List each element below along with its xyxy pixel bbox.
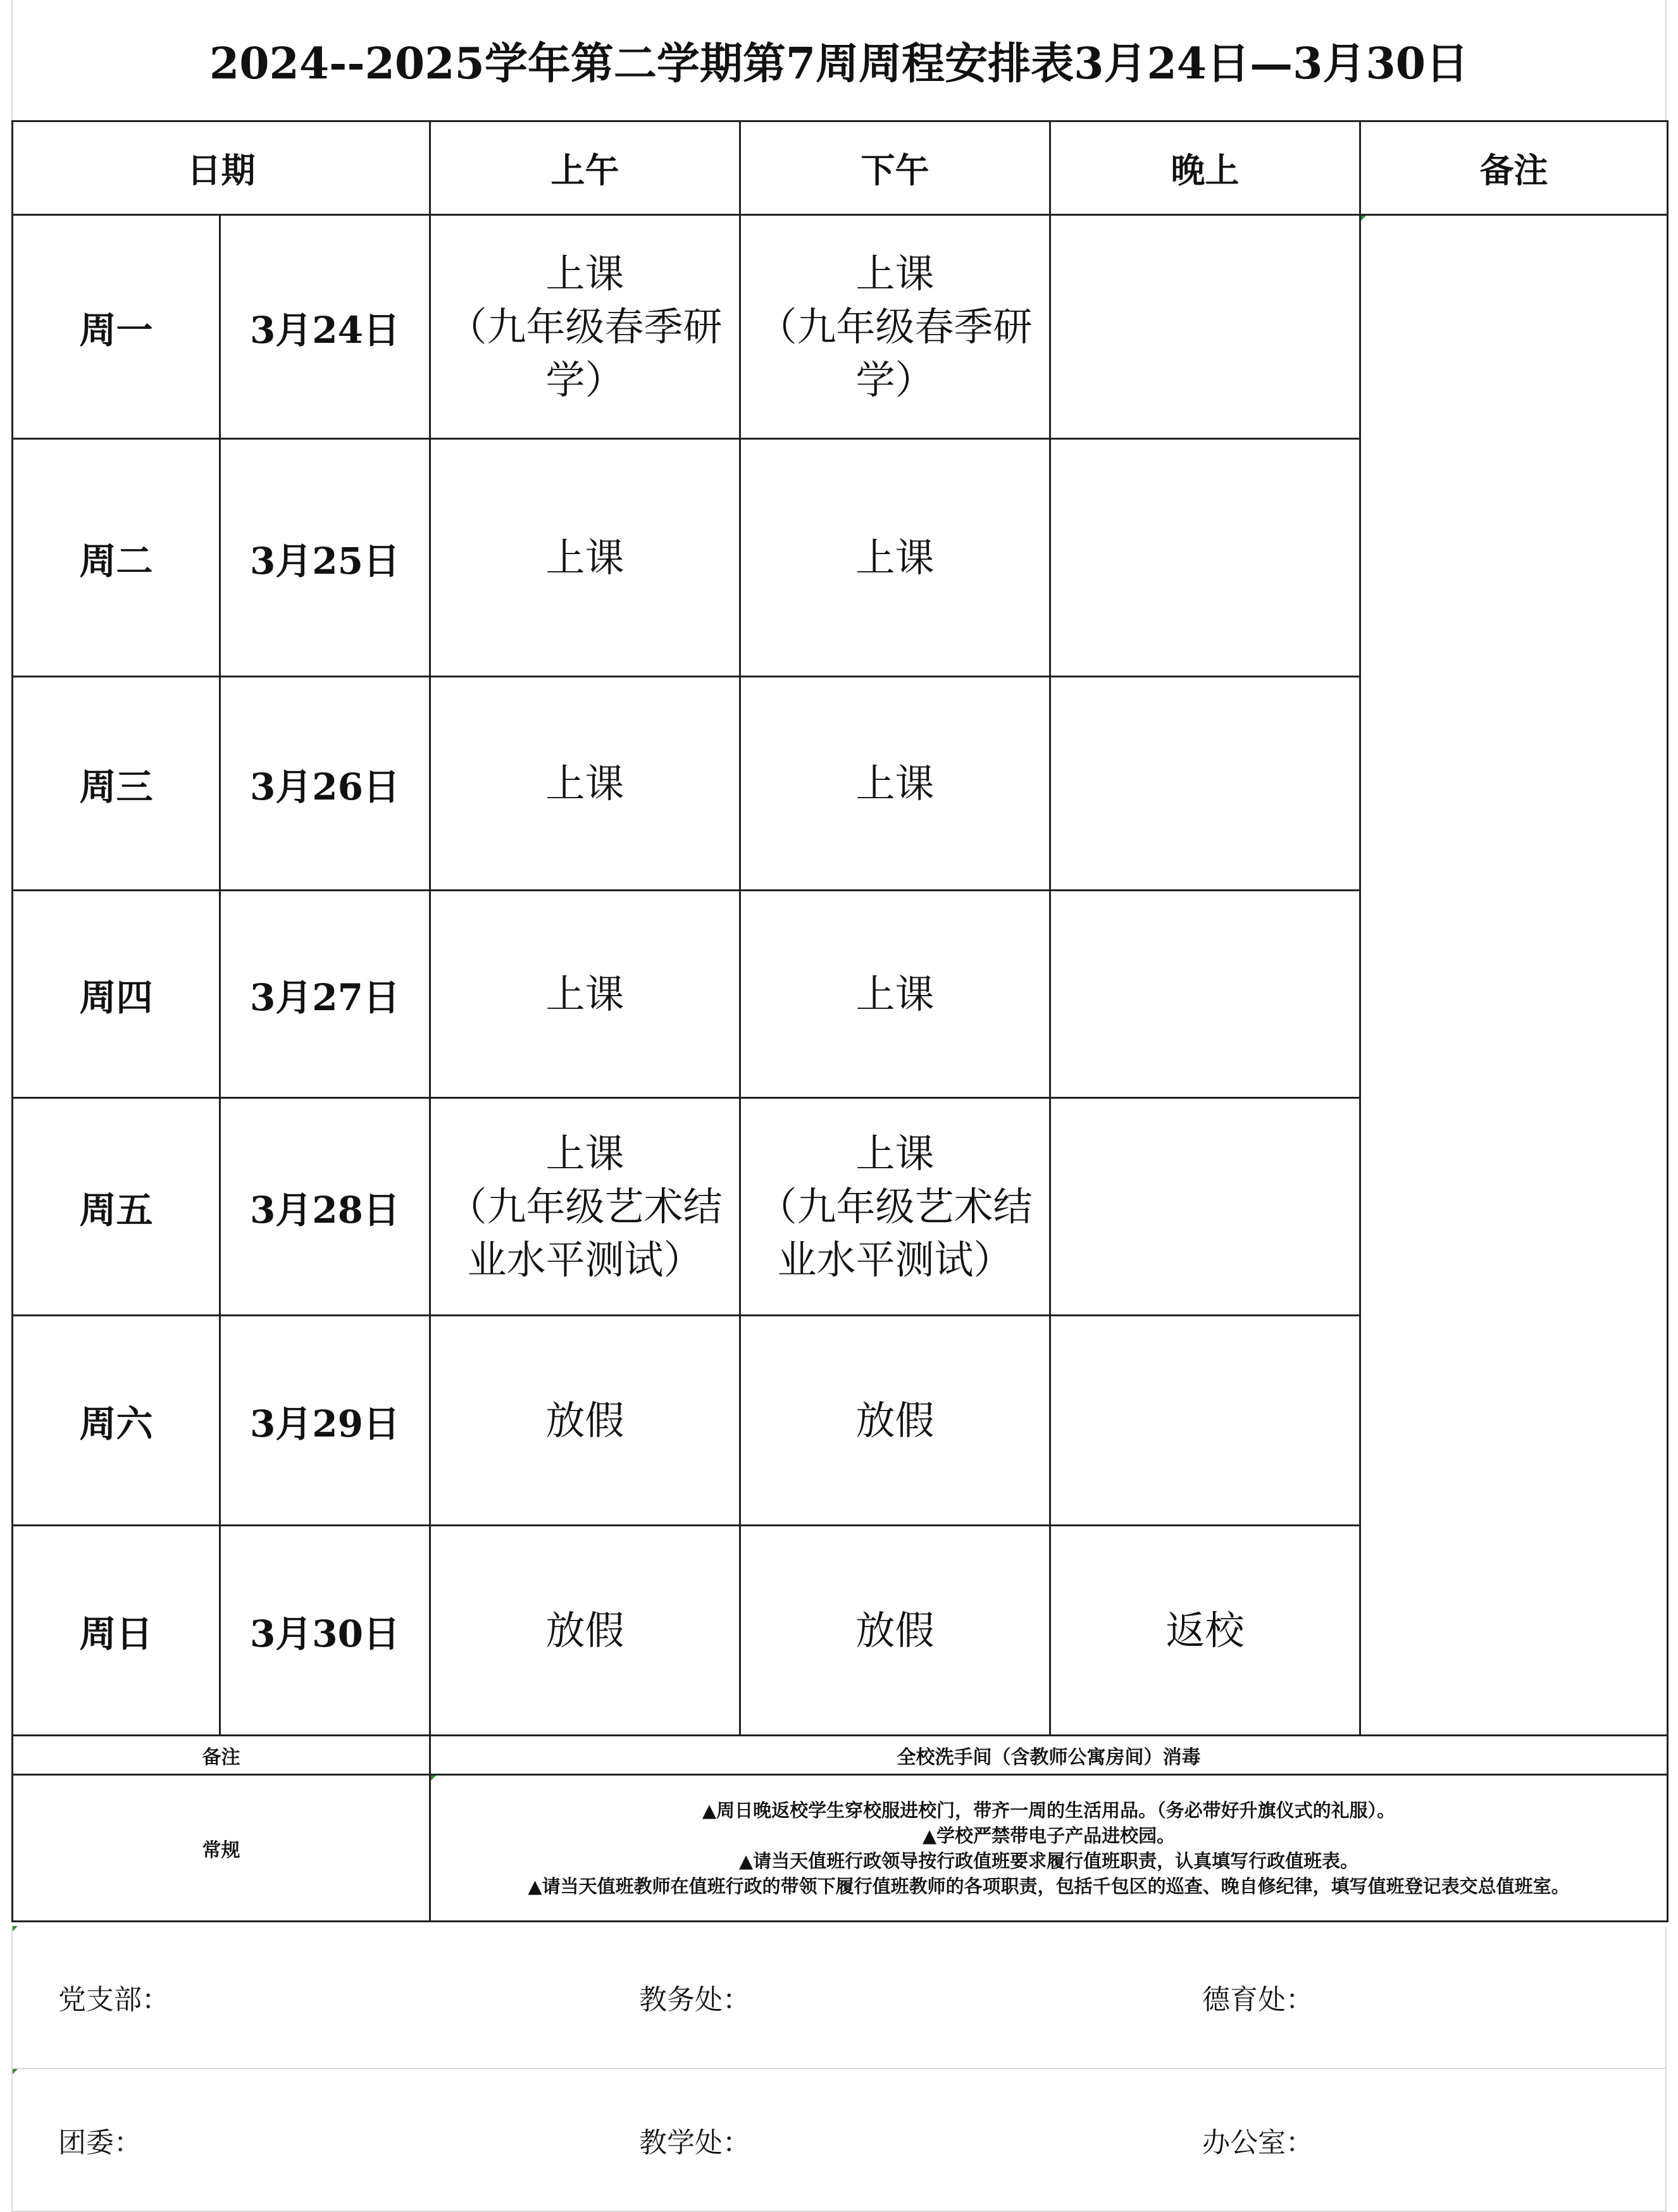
header-am: 上午 (430, 121, 740, 215)
sign-party-branch: 党支部： (58, 1984, 170, 2016)
evening-cell (1050, 215, 1360, 439)
sign-academic-office: 教务处： (639, 1984, 750, 2016)
routine-line: ▲请当天值班行政领导按行政值班要求履行值班职责，认真填写行政值班表。 (738, 1850, 1359, 1872)
day-cell: 周一 (13, 215, 220, 439)
am-cell: 放假 (430, 1526, 740, 1736)
signature-row-2 (11, 2069, 1667, 2212)
pm-cell: 上课 (740, 891, 1050, 1098)
pm-cell: 放假 (740, 1526, 1050, 1736)
evening-cell (1050, 439, 1360, 677)
evening-cell (1050, 891, 1360, 1098)
day-cell: 周日 (13, 1526, 220, 1736)
date-cell: 3月27日 (220, 891, 430, 1098)
note-text: 全校洗手间（含教师公寓房间）消毒 (430, 1736, 1668, 1775)
note-label: 备注 (13, 1736, 430, 1775)
am-cell: 上课 (430, 891, 740, 1098)
header-date: 日期 (13, 121, 430, 215)
routine-label: 常规 (13, 1775, 430, 1922)
routine-text (430, 1775, 1668, 1922)
evening-cell (1050, 677, 1360, 891)
day-cell: 周三 (13, 677, 220, 891)
pm-cell: 上课 (740, 439, 1050, 677)
date-cell: 3月26日 (220, 677, 430, 891)
sign-general-office: 办公室： (1202, 2127, 1314, 2159)
pm-cell: 上课 (740, 677, 1050, 891)
date-cell: 3月24日 (220, 215, 430, 439)
am-cell: 上课 （九年级春季研学） (430, 215, 740, 439)
day-cell: 周二 (13, 439, 220, 677)
date-cell: 3月30日 (220, 1526, 430, 1736)
date-cell: 3月29日 (220, 1316, 430, 1526)
schedule-table (11, 120, 1669, 1922)
signature-row-1 (11, 1926, 1667, 2069)
header-remark: 备注 (1360, 121, 1668, 215)
sign-teaching-office: 教学处： (639, 2127, 750, 2159)
header-row (13, 121, 1668, 215)
sign-moral-office: 德育处： (1202, 1984, 1314, 2016)
pm-cell: 上课 （九年级艺术结业水平测试） (740, 1098, 1050, 1316)
header-pm: 下午 (740, 121, 1050, 215)
routine-line: ▲学校严禁带电子产品进校园。 (922, 1824, 1176, 1846)
sign-youth-league: 团委： (58, 2127, 142, 2159)
am-cell: 上课 (430, 439, 740, 677)
page-title: 2024--2025学年第二学期第7周周程安排表3月24日—3月30日 (11, 0, 1667, 120)
note-row (13, 1736, 1668, 1775)
day-cell: 周六 (13, 1316, 220, 1526)
table-row (13, 215, 1668, 439)
date-cell: 3月25日 (220, 439, 430, 677)
header-evening: 晚上 (1050, 121, 1360, 215)
am-cell: 放假 (430, 1316, 740, 1526)
pm-cell: 上课 （九年级春季研学） (740, 215, 1050, 439)
evening-cell (1050, 1316, 1360, 1526)
am-cell: 上课 (430, 677, 740, 891)
am-cell: 上课 （九年级艺术结业水平测试） (430, 1098, 740, 1316)
remark-column-cell (1360, 215, 1668, 1736)
schedule-sheet (11, 0, 1667, 2195)
date-cell: 3月28日 (220, 1098, 430, 1316)
routine-row (13, 1775, 1668, 1922)
routine-line: ▲请当天值班教师在值班行政的带领下履行值班教师的各项职责，包括千包区的巡查、晚自修纪律，填写值班登记表交总值班室。 (528, 1875, 1570, 1897)
evening-cell (1050, 1098, 1360, 1316)
pm-cell: 放假 (740, 1316, 1050, 1526)
day-cell: 周五 (13, 1098, 220, 1316)
evening-cell: 返校 (1050, 1526, 1360, 1736)
day-cell: 周四 (13, 891, 220, 1098)
routine-line: ▲周日晚返校学生穿校服进校门，带齐一周的生活用品。（务必带好升旗仪式的礼服）。 (702, 1799, 1396, 1821)
